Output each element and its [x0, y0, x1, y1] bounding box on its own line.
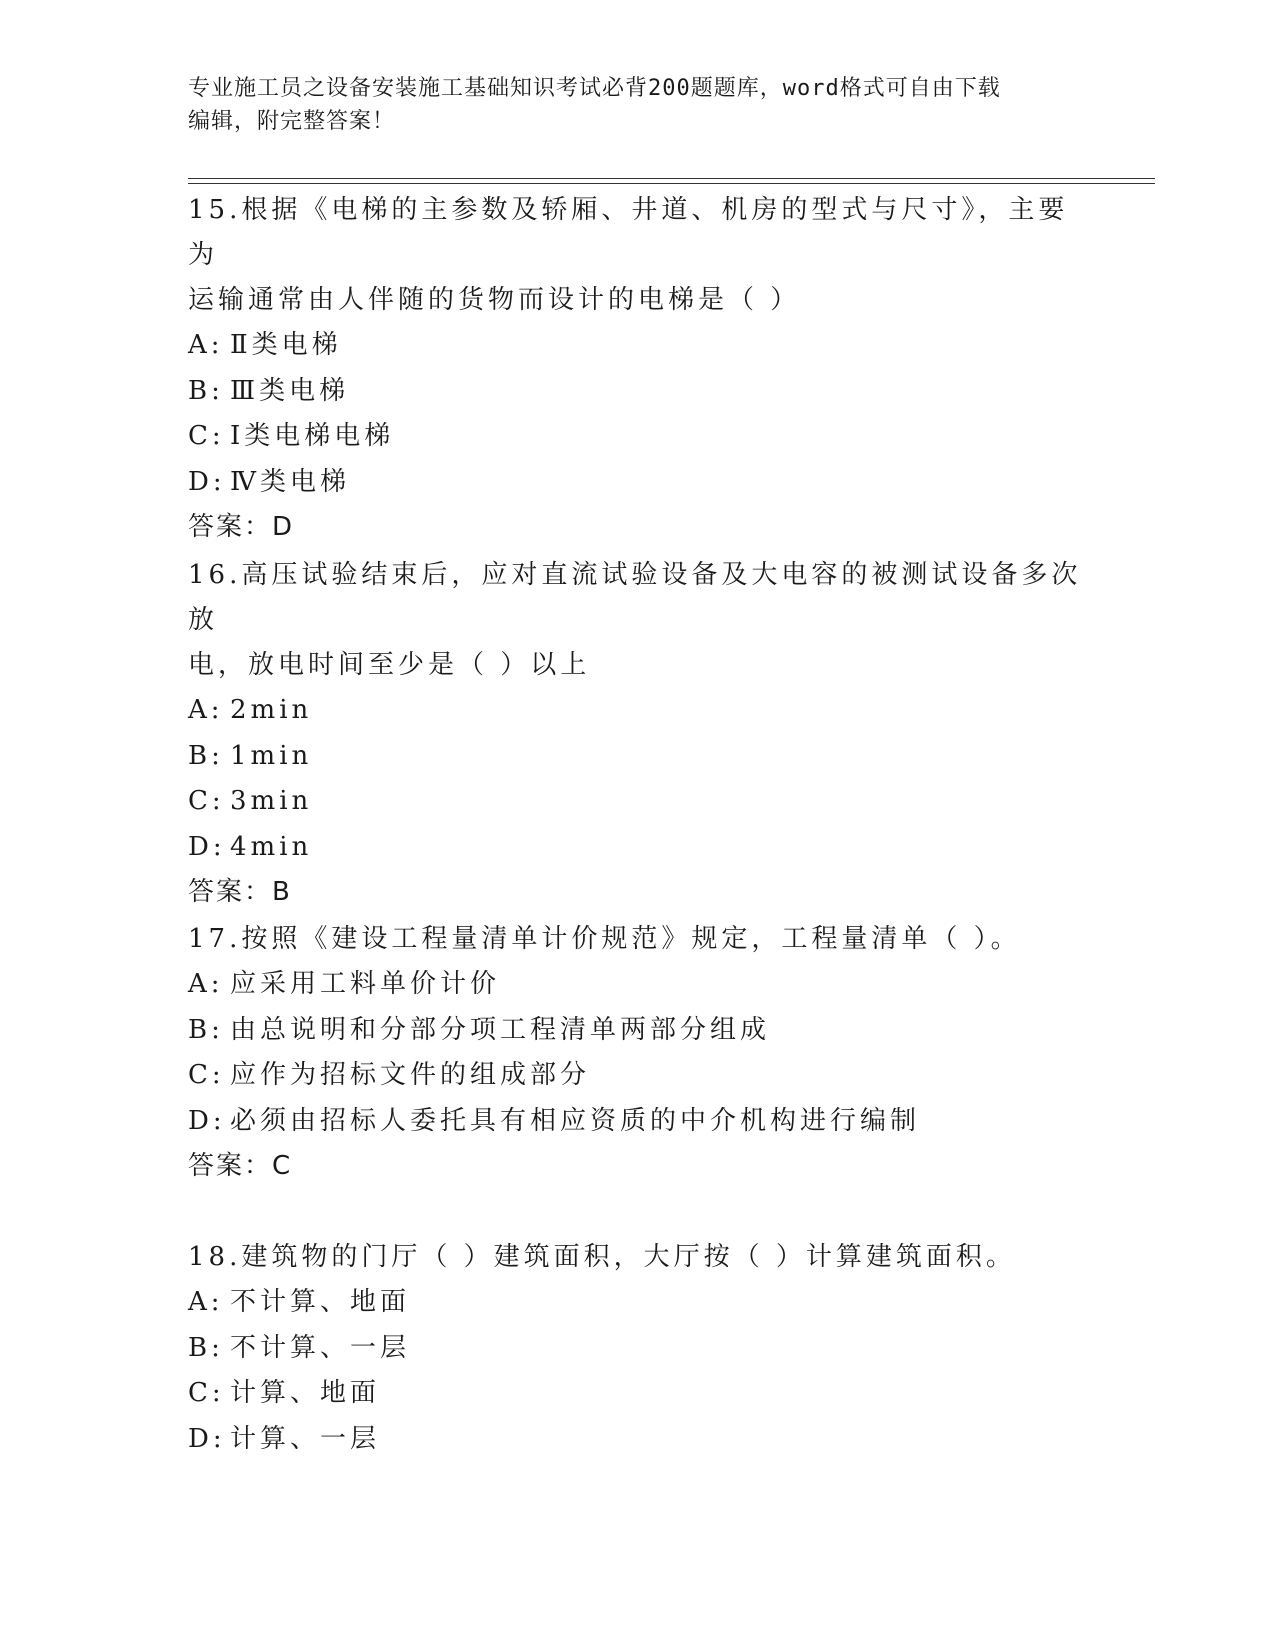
option-key: B: [188, 1332, 224, 1363]
option-key: D: [188, 831, 226, 862]
option-d [188, 460, 1088, 506]
option-key: C: [188, 421, 225, 451]
question-17 [188, 917, 1088, 1189]
option-text: 2min [230, 695, 313, 725]
question-stem-line: 电，放电时间至少是（ ）以上 [188, 650, 591, 680]
question-15 [188, 188, 1088, 550]
question-stem-line: 17.按照《建设工程量清单计价规范》规定，工程量清单（ ）。 [188, 924, 1021, 954]
option-text: 1min [230, 740, 313, 771]
option-text: 应采用工料单价计价 [230, 969, 501, 999]
option-text: Ⅰ类电梯电梯 [230, 421, 395, 451]
option-key: C: [188, 1378, 225, 1408]
option-b [188, 1326, 1088, 1372]
option-key: D: [188, 1423, 226, 1454]
header-divider-bottom [188, 183, 1155, 184]
option-a [188, 1280, 1088, 1326]
option-text: 不计算、地面 [230, 1287, 411, 1317]
option-d [188, 1417, 1088, 1463]
option-text: 4min [230, 831, 313, 862]
header-line-2: 编辑，附完整答案！ [188, 109, 396, 134]
question-stem-line: 16.高压试验结束后，应对直流试验设备及大电容的被测试设备多次放 [188, 560, 1082, 635]
option-text: 计算、地面 [230, 1378, 381, 1408]
question-stem-line: 15.根据《电梯的主参数及轿厢、井道、机房的型式与尺寸》，主要为 [188, 195, 1069, 270]
option-key: D: [188, 466, 226, 497]
option-c [188, 414, 1088, 460]
option-key: C: [188, 786, 225, 816]
option-c [188, 779, 1088, 825]
option-b [188, 1008, 1088, 1054]
option-text: 应作为招标文件的组成部分 [230, 1060, 591, 1090]
answer-text: 答案：B [188, 877, 292, 907]
option-text: Ⅳ类电梯 [230, 466, 350, 497]
question-18 [188, 1235, 1088, 1462]
option-text: Ⅱ类电梯 [230, 330, 342, 360]
question-stem-line: 18.建筑物的门厅（ ）建筑面积，大厅按（ ）计算建筑面积。 [188, 1242, 1016, 1272]
question-16 [188, 553, 1088, 915]
option-key: B: [188, 375, 224, 406]
question-stem-line: 运输通常由人伴随的货物而设计的电梯是（ ） [188, 285, 801, 315]
option-key: B: [188, 740, 224, 771]
option-key: B: [188, 1014, 224, 1045]
option-text: 由总说明和分部分项工程清单两部分组成 [230, 1014, 771, 1045]
option-text: Ⅲ类电梯 [230, 375, 350, 406]
option-key: A: [188, 695, 224, 725]
option-a [188, 962, 1088, 1008]
option-a [188, 688, 1088, 734]
option-c [188, 1371, 1088, 1417]
header-line-1: 专业施工员之设备安装施工基础知识考试必背200题题库，word格式可自由下载 [188, 76, 1001, 101]
option-d [188, 825, 1088, 871]
answer-text: 答案：D [188, 512, 295, 542]
option-d [188, 1099, 1088, 1145]
answer-text: 答案：C [188, 1151, 293, 1181]
option-b [188, 369, 1088, 415]
option-key: C: [188, 1060, 225, 1090]
header-divider-top [188, 178, 1155, 179]
option-key: A: [188, 330, 224, 360]
option-c [188, 1053, 1088, 1099]
option-text: 不计算、一层 [230, 1332, 411, 1363]
option-key: A: [188, 1287, 224, 1317]
option-text: 必须由招标人委托具有相应资质的中介机构进行编制 [230, 1105, 921, 1136]
option-key: D: [188, 1105, 226, 1136]
option-a [188, 323, 1088, 369]
option-key: A: [188, 969, 224, 999]
option-text: 3min [230, 786, 313, 816]
option-text: 计算、一层 [230, 1423, 381, 1454]
option-b [188, 734, 1088, 780]
document-header [188, 72, 1088, 138]
